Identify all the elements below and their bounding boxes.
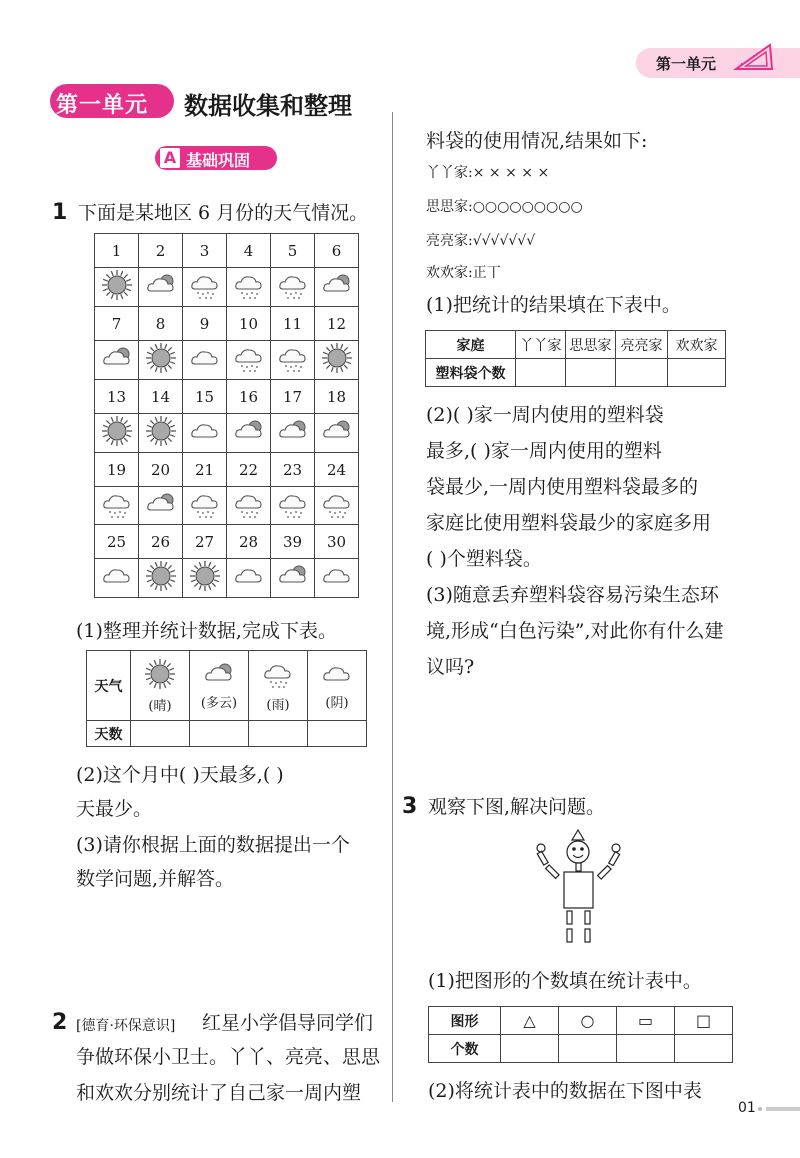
calendar-day: 5 [271,234,315,268]
shape-triangle: △ [501,1007,559,1035]
partly-cloudy-icon [100,358,134,376]
q2-part2-line4: 家庭比使用塑料袋最少的家庭多用 [426,512,712,534]
bag-count-yaya[interactable] [516,359,566,387]
calendar-day: 11 [271,307,315,341]
rain-icon [100,506,134,524]
calendar-day: 4 [227,234,271,268]
calendar-day: 18 [315,380,359,414]
q2-tally-liangliang: 亮亮家:√√√√√√√ [426,233,536,249]
q2-part3-line1: (3)随意丢弃塑料袋容易污染生态环 [426,584,719,606]
sunny-icon [131,657,189,695]
ruler-triangle-icon [732,42,776,72]
family-huanhuan: 欢欢家 [668,331,726,359]
sunny-icon [100,288,134,306]
days-cell-cloudy[interactable] [308,721,367,747]
question-number-1: 1 [52,200,68,225]
calendar-day: 20 [139,453,183,487]
q1-part2-line1: (2)这个月中( )天最多,( ) [76,764,284,786]
question-number-2: 2 [52,1010,68,1035]
weather-col-partly-cloudy [190,651,249,721]
section-letter: A [159,147,181,169]
family-yaya: 丫丫家 [516,331,566,359]
sunny-icon [188,579,222,597]
calendar-day: 9 [183,307,227,341]
rain-icon [188,506,222,524]
weather-type-label: (雨) [266,698,290,713]
robot-hat-triangle [572,830,584,840]
shape-rectangle: ▭ [617,1007,675,1035]
weather-row-header: 天气 [87,651,131,721]
q2-line1: 红星小学倡导同学们 [202,1012,374,1034]
q2-part3-line2: 境,形成“白色污染”,对此你有什么建 [426,620,724,642]
family-sisi: 思思家 [566,331,616,359]
count-rectangle[interactable] [617,1035,675,1063]
weather-calendar [94,233,359,598]
q1-part2-line2: 天最少。 [76,798,153,820]
rain-icon [188,287,222,305]
days-cell-partly-cloudy[interactable] [190,721,249,747]
question-number-3: 3 [402,794,418,819]
partly-cloudy-icon [276,431,310,449]
calendar-day: 25 [95,525,139,559]
q1-part3-line1: (3)请你根据上面的数据提出一个 [76,834,350,856]
days-cell-rain[interactable] [249,721,308,747]
days-cell-sunny[interactable] [131,721,190,747]
calendar-day: 17 [271,380,315,414]
calendar-day: 23 [271,453,315,487]
cloudy-icon [308,660,366,692]
rain-icon [320,506,354,524]
column-divider [392,112,393,1102]
page-number-decoration [756,1104,800,1114]
bag-count-liangliang[interactable] [616,359,668,387]
page-number: 01 [738,1100,756,1116]
rain-icon [276,506,310,524]
partly-cloudy-icon [276,576,310,594]
weather-col-rain [249,651,308,721]
q2-tally-sisi: 思思家:○○○○○○○○○ [426,199,583,215]
rain-icon [232,506,266,524]
partly-cloudy-icon [320,285,354,303]
shape-square: □ [675,1007,733,1035]
cloudy-icon [188,358,222,376]
calendar-day: 21 [183,453,227,487]
sunny-icon [320,361,354,379]
calendar-day: 2 [139,234,183,268]
q2-part2-line2: 最多,( )家一周内使用的塑料 [426,440,662,462]
rain-icon [249,658,307,694]
shape-count-row-header: 个数 [429,1035,501,1063]
cloudy-icon [100,576,134,594]
partly-cloudy-icon [144,285,178,303]
q2-tag: [德育·环保意识] [76,1018,176,1034]
weather-type-label: (晴) [148,699,172,714]
page-title: 数据收集和整理 [184,92,352,120]
calendar-day: 3 [183,234,227,268]
title-badge-text: 第一单元 [56,93,149,118]
count-triangle[interactable] [501,1035,559,1063]
weather-tally-table [86,650,367,747]
q1-part3-line2: 数学问题,并解答。 [76,868,235,890]
sunny-icon [144,579,178,597]
q2-tally-huanhuan: 欢欢家:正丅 [426,265,501,281]
plastic-bag-table [425,330,726,387]
calendar-day: 8 [139,307,183,341]
q1-part1: (1)整理并统计数据,完成下表。 [76,620,337,642]
q3-part2: (2)将统计表中的数据在下图中表 [428,1080,702,1102]
unit-tab-label: 第一单元 [656,55,717,73]
cloudy-icon [320,576,354,594]
q2-part2-line1: (2)( )家一周内使用的塑料袋 [426,404,664,426]
sunny-icon [100,434,134,452]
q2-part3-line3: 议吗? [426,656,475,678]
bag-count-huanhuan[interactable] [668,359,726,387]
cloudy-icon [232,576,266,594]
calendar-day: 15 [183,380,227,414]
weather-col-sunny [131,651,190,721]
q2-line3: 和欢欢分别统计了自己家一周内塑 [76,1082,362,1104]
calendar-day: 13 [95,380,139,414]
bag-count-row-header: 塑料袋个数 [426,359,516,387]
partly-cloudy-icon [190,660,248,692]
calendar-day: 7 [95,307,139,341]
calendar-day: 27 [183,525,227,559]
count-square[interactable] [675,1035,733,1063]
calendar-day: 24 [315,453,359,487]
calendar-day: 12 [315,307,359,341]
weather-type-label: (多云) [200,696,238,711]
q2-part2-line5: ( )个塑料袋。 [426,548,542,570]
sunny-icon [144,361,178,379]
robot-head-circle [567,841,589,863]
q2-part2-line3: 袋最少,一周内使用塑料袋最多的 [426,476,699,498]
weather-col-cloudy [308,651,367,721]
count-circle[interactable] [559,1035,617,1063]
calendar-day: 10 [227,307,271,341]
q2-tally-yaya: 丫丫家:× × × × × [426,165,550,181]
calendar-day: 1 [95,234,139,268]
shape-header: 图形 [429,1007,501,1035]
calendar-day: 6 [315,234,359,268]
shape-count-table [428,1006,733,1063]
rain-icon [232,287,266,305]
rain-icon [276,287,310,305]
rain-icon [232,360,266,378]
calendar-day: 14 [139,380,183,414]
bag-count-sisi[interactable] [566,359,616,387]
q2-part1: (1)把统计的结果填在下表中。 [426,294,681,316]
family-liangliang: 亮亮家 [616,331,668,359]
section-label: 基础巩固 [186,151,251,170]
calendar-day: 39 [271,525,315,559]
family-header: 家庭 [426,331,516,359]
calendar-day: 22 [227,453,271,487]
calendar-day: 19 [95,453,139,487]
days-row-header: 天数 [87,721,131,747]
q1-stem: 下面是某地区 6 月份的天气情况。 [78,202,369,224]
q3-part1: (1)把图形的个数填在统计表中。 [428,970,702,992]
robot-neck [576,863,581,871]
partly-cloudy-icon [144,504,178,522]
cloudy-icon [188,431,222,449]
robot-body-square [564,872,593,908]
calendar-day: 16 [227,380,271,414]
partly-cloudy-icon [320,431,354,449]
partly-cloudy-icon [232,431,266,449]
calendar-day: 28 [227,525,271,559]
robot-right-hand [612,844,620,852]
shape-circle: ○ [559,1007,617,1035]
q3-stem: 观察下图,解决问题。 [428,796,606,818]
q2-line2: 争做环保小卫士。丫丫、亮亮、思思 [76,1046,381,1068]
calendar-day: 26 [139,525,183,559]
sunny-icon [144,434,178,452]
robot-left-hand [537,844,545,852]
q2-cont-line1: 料袋的使用情况,结果如下: [426,130,648,152]
robot-figure [528,824,628,958]
calendar-day: 30 [315,525,359,559]
weather-type-label: (阴) [325,696,349,711]
rain-icon [276,360,310,378]
